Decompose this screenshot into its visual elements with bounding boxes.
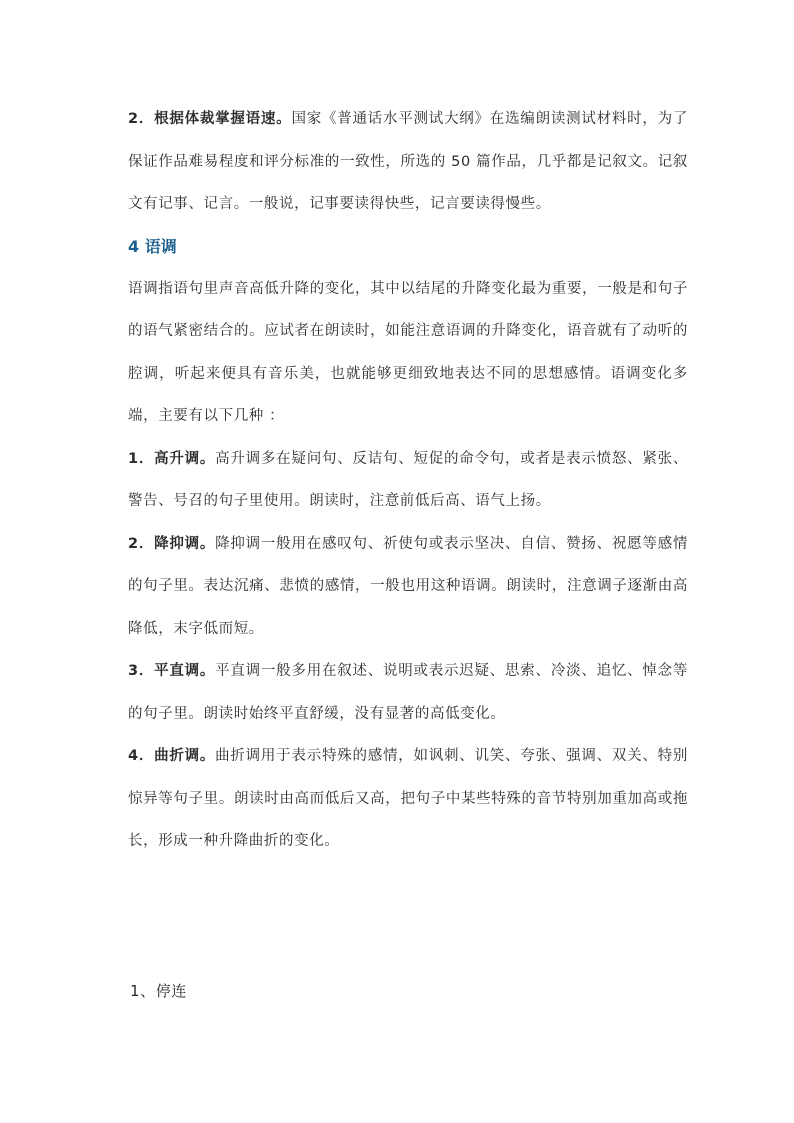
document-body	[128, 98, 688, 863]
item-lead: 3．平直调。	[128, 663, 216, 679]
item-lead: 2．降抑调。	[128, 535, 216, 552]
item-lead: 4．曲折调。	[128, 748, 216, 764]
paragraph-text: 国家《普通话水平测试大纲》在选编朗读测试材料时，为了保证作品难易程度和评分标准的一致性，所选的 50 篇作品，几乎都是记叙文。记叙文有记事、记言。一般说，记事要读得快些，记言要读得慢些。	[128, 111, 688, 212]
intonation-item-level	[128, 650, 688, 735]
paragraph-speech-rate	[128, 98, 688, 226]
section-intro: 语调指语句里声音高低升降的变化，其中以结尾的升降变化最为重要，一般是和句子的语气紧密结合的。应试者在朗读时，如能注意语调的升降变化，语音就有了动听的腔调，听起来便具有音乐美，也就能够更细致地表达不同的思想感情。语调变化多端，主要有以下几种 ：	[128, 280, 688, 424]
paragraph-lead: 2．根据体裁掌握语速。	[128, 111, 292, 127]
item-text: 平直调一般多用在叙述、说明或表示迟疑、思索、冷淡、追忆、悼念等的句子里。朗读时始终平直舒缓，没有显著的高低变化。	[128, 663, 688, 722]
section-heading-intonation: 4 语调	[128, 236, 177, 256]
intonation-item-winding	[128, 735, 688, 863]
intonation-item-falling	[128, 523, 688, 651]
item-text: 降抑调一般用在感叹句、祈使句或表示坚决、自信、赞扬、祝愿等感情的句子里。表达沉痛、悲愤的感情，一般也用这种语调。朗读时，注意调子逐渐由高降低，末字低而短。	[128, 535, 688, 637]
intonation-item-rising	[128, 438, 688, 523]
subsection-heading-pause: 1、停连	[130, 982, 187, 1000]
item-lead: 1．高升调。	[128, 450, 216, 467]
item-text: 曲折调用于表示特殊的感情，如讽刺、讥笑、夸张、强调、双关、特别惊异等句子里。朗读时由高而低后又高，把句子中某些特殊的音节特别加重加高或拖长，形成一种升降曲折的变化。	[128, 748, 688, 849]
item-text: 高升调多在疑问句、反诘句、短促的命令句，或者是表示愤怒、紧张、警告、号召的句子里使用。朗读时，注意前低后高、语气上扬。	[128, 450, 688, 509]
